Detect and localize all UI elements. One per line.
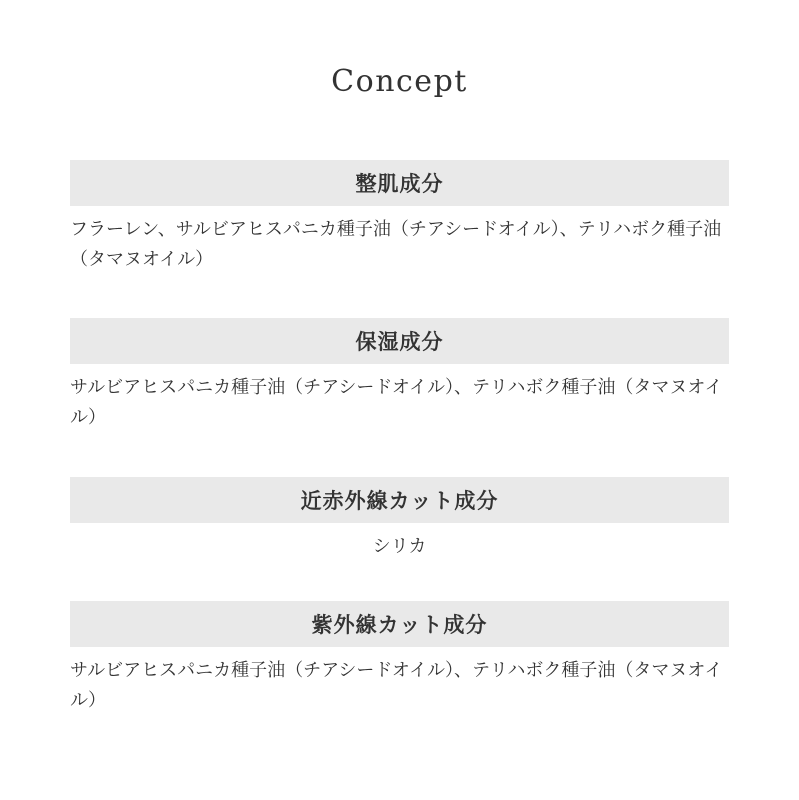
section-moisturizing	[70, 318, 729, 433]
page-title: Concept	[331, 64, 468, 99]
section-body: サルビアヒスパニカ種子油（チアシードオイル）、テリハボク種子油（タマヌオイル）	[70, 660, 723, 711]
section-heading: 整肌成分	[70, 160, 729, 206]
section-body: サルビアヒスパニカ種子油（チアシードオイル）、テリハボク種子油（タマヌオイル）	[70, 377, 723, 428]
section-heading: 近赤外線カット成分	[70, 477, 729, 523]
section-body: フラーレン、サルビアヒスパニカ種子油（チアシードオイル）、テリハボク種子油（タマヌオイル）	[70, 219, 722, 270]
section-heading: 紫外線カット成分	[70, 601, 729, 647]
section-near-infrared-cut	[70, 477, 729, 562]
section-body: シリカ	[372, 536, 427, 557]
section-uv-cut	[70, 601, 729, 716]
section-heading: 保湿成分	[70, 318, 729, 364]
section-skin-conditioning	[70, 160, 729, 275]
